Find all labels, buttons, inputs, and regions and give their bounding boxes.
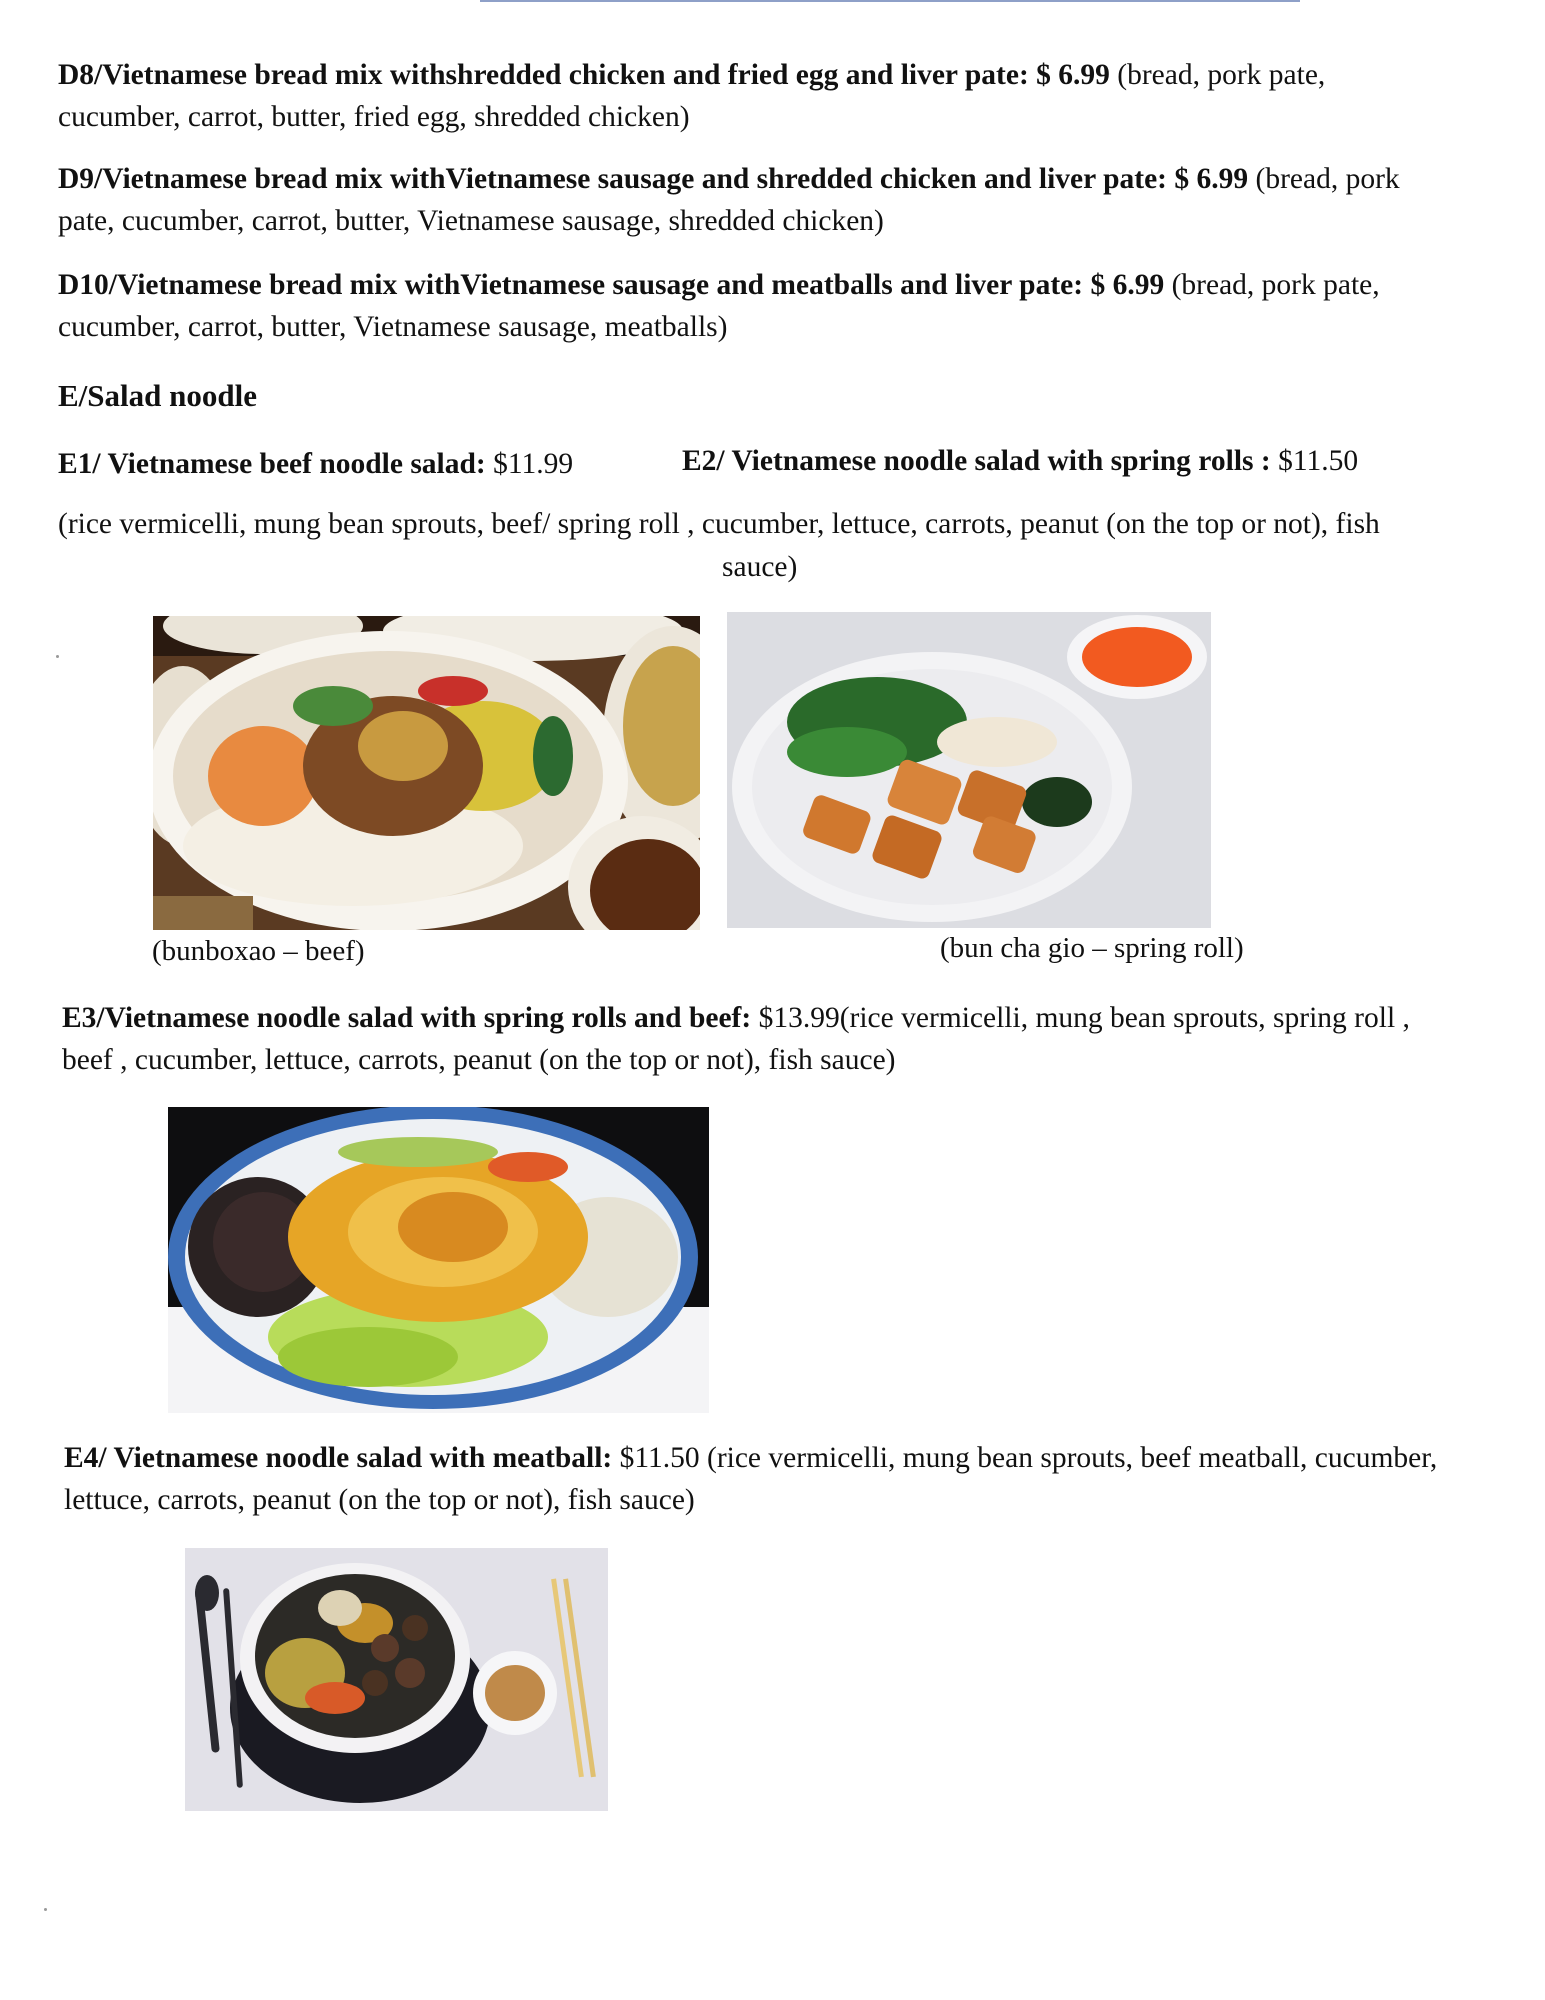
caption-bunboxao: (bunboxao – beef) [152,935,365,967]
menu-item-d8 [58,54,1498,138]
item-price: $ 6.99 [1090,269,1165,301]
item-title: E2/ Vietnamese noodle salad with spring rolls : [682,445,1271,477]
item-title: E4/ Vietnamese noodle salad with meatball: [64,1442,613,1474]
item-desc-line2: cucumber, carrot, butter, Vietnamese sausage, meatballs) [58,311,728,343]
menu-item-e3 [62,997,1502,1081]
item-title: E1/ Vietnamese beef noodle salad: [58,448,486,480]
item-desc-line2: lettuce, carrots, peanut (on the top or not), fish sauce) [64,1484,695,1516]
item-desc: (bread, pork pate, [1171,269,1380,301]
menu-item-e2 [682,440,1442,482]
item-title: D10/Vietnamese bread mix withVietnamese sausage and meatballs and liver pate: [58,269,1084,301]
item-desc-line2: pate, cucumber, carrot, butter, Vietnamese sausage, shredded chicken) [58,205,884,237]
item-price: $ 6.99 [1036,59,1110,91]
item-price: $11.50 [1278,445,1359,477]
desc-line1: (rice vermicelli, mung bean sprouts, beef/ spring roll , cucumber, lettuce, carrots, peanut (on the top or not), fish [58,508,1380,540]
item-desc-line2: cucumber, carrot, butter, fried egg, shredded chicken) [58,101,690,133]
scan-edge-line [480,0,1300,2]
item-price: $11.99 [493,448,574,480]
menu-item-e1 [58,443,678,485]
spring-roll-beef-platter-photo [168,1107,709,1413]
menu-item-d10 [58,264,1498,348]
scan-speck [44,1908,47,1911]
item-price: $13.99 [758,1002,840,1034]
e1-e2-description-line2: sauce) [722,551,798,583]
item-title: D8/Vietnamese bread mix withshredded chicken and fried egg and liver pate: [58,59,1029,91]
menu-item-d9 [58,158,1498,242]
item-price: $ 6.99 [1174,163,1249,195]
item-title: D9/Vietnamese bread mix withVietnamese sausage and shredded chicken and liver pate: [58,163,1167,195]
item-desc: (bread, pork pate, [1117,59,1326,91]
spring-roll-plate-photo [727,612,1211,928]
item-desc: (bread, pork [1255,163,1400,195]
scan-speck [56,655,59,658]
caption-bun-cha-gio: (bun cha gio – spring roll) [940,932,1244,964]
e1-e2-description [58,503,1498,545]
item-desc: (rice vermicelli, mung bean sprouts, beef meatball, cucumber, [707,1442,1438,1474]
item-price: $11.50 [619,1442,700,1474]
item-title: E3/Vietnamese noodle salad with spring rolls and beef: [62,1002,752,1034]
item-desc: (rice vermicelli, mung bean sprouts, spring roll , [839,1002,1410,1034]
meatball-noodle-bowl-photo [185,1548,608,1811]
beef-noodle-bowl-photo [153,616,700,930]
item-desc-line2: beef , cucumber, lettuce, carrots, peanut (on the top or not), fish sauce) [62,1044,896,1076]
section-heading: E/Salad noodle [58,378,257,413]
menu-item-e4 [64,1437,1504,1521]
